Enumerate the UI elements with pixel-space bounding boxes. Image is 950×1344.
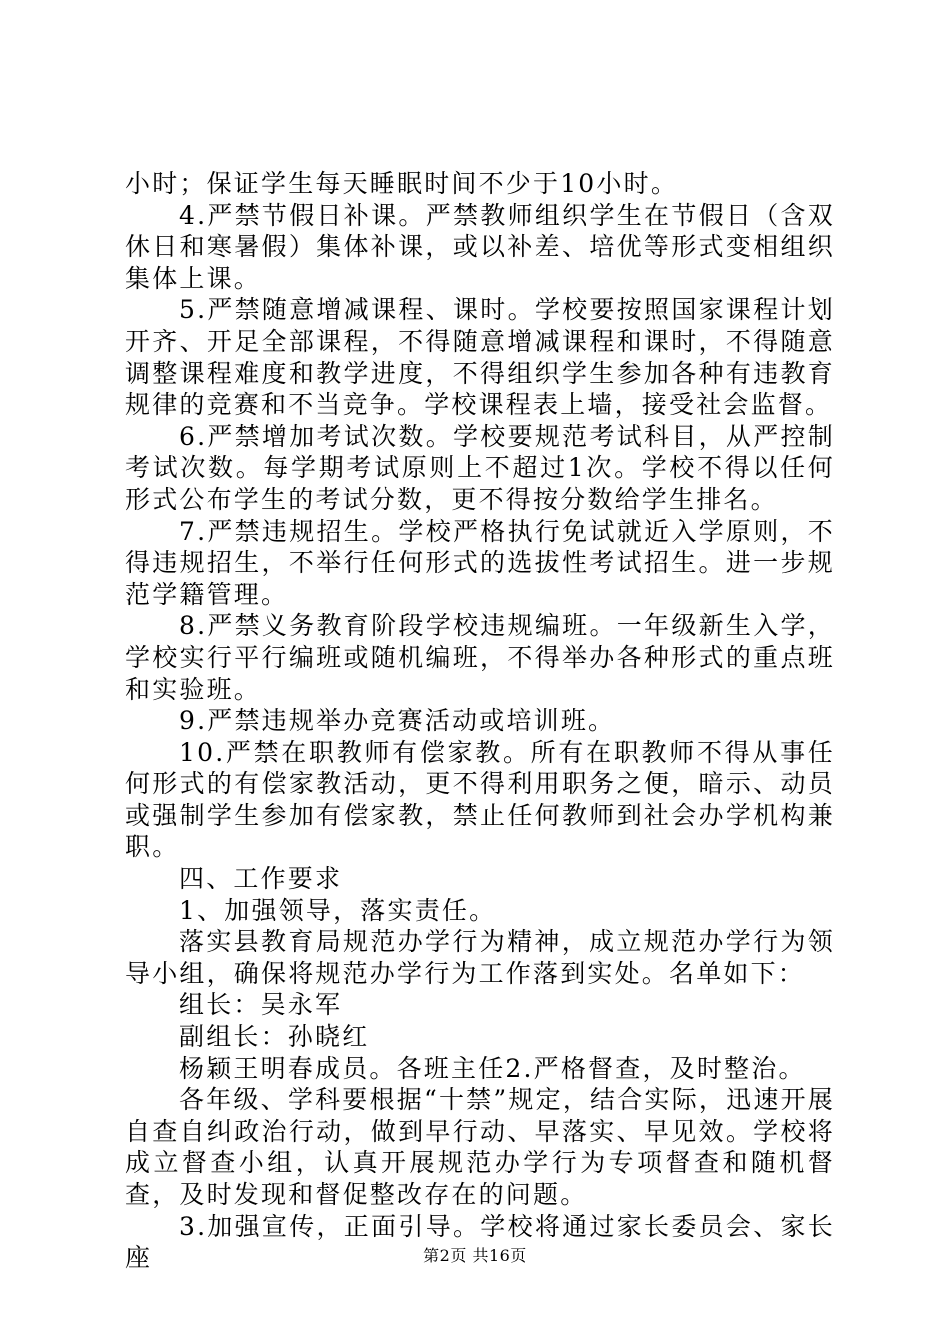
document-body bbox=[125, 168, 835, 1274]
paragraph-rule-7: 7.严禁违规招生。学校严格执行免试就近入学原则，不得违规招生，不举行任何形式的选拔性考试招生。进一步规范学籍管理。 bbox=[125, 516, 835, 609]
section-heading-work-requirements: 四、工作要求 bbox=[179, 864, 343, 894]
paragraph-group-leader: 组长：吴永军 bbox=[179, 990, 343, 1020]
paragraph-sleep-time: 小时；保证学生每天睡眠时间不少于10小时。 bbox=[125, 169, 679, 198]
paragraph-publicity: 3.加强宣传，正面引导。学校将通过家长委员会、家长座 bbox=[125, 1211, 835, 1273]
paragraph-self-inspection: 各年级、学科要根据“十禁”规定，结合实际，迅速开展自查自纠政治行动，做到早行动、早落实、早见效。学校将成立督查小组，认真开展规范办学行为专项督查和随机督查，及时发现和督促整改存在的问题。 bbox=[125, 1085, 835, 1209]
paragraph-deputy-leader: 副组长：孙晓红 bbox=[179, 1022, 370, 1052]
paragraph-rule-5: 5.严禁随意增减课程、课时。学校要按照国家课程计划开齐、开足全部课程，不得随意增减课程和课时，不得随意调整课程难度和教学进度，不得组织学生参加各种有违教育规律的竞赛和不当竞争。学校课程表上墙，接受社会监督。 bbox=[125, 295, 835, 420]
paragraph-leadership-group: 落实县教育局规范办学行为精神，成立规范办学行为领导小组，确保将规范办学行为工作落到实处。名单如下： bbox=[125, 927, 835, 988]
paragraph-rule-8: 8.严禁义务教育阶段学校违规编班。一年级新生入学，学校实行平行编班或随机编班，不得举办各种形式的重点班和实验班。 bbox=[125, 611, 835, 704]
paragraph-rule-9: 9.严禁违规举办竞赛活动或培训班。 bbox=[179, 706, 616, 736]
paragraph-rule-4: 4.严禁节假日补课。严禁教师组织学生在节假日（含双休日和寒暑假）集体补课，或以补差、培优等形式变相组织集体上课。 bbox=[125, 200, 835, 293]
paragraph-rule-6: 6.严禁增加考试次数。学校要规范考试科目，从严控制考试次数。每学期考试原则上不超过1次。学校不得以任何形式公布学生的考试分数，更不得按分数给学生排名。 bbox=[125, 421, 835, 514]
paragraph-rule-10: 10.严禁在职教师有偿家教。所有在职教师不得从事任何形式的有偿家教活动，更不得利用职务之便，暗示、动员或强制学生参加有偿家教，禁止任何教师到社会办学机构兼职。 bbox=[125, 737, 835, 862]
page-number-footer: 第2页 共16页 bbox=[423, 1246, 527, 1265]
paragraph-members: 杨颖王明春成员。各班主任2.严格督查，及时整治。 bbox=[179, 1053, 806, 1083]
subheading-leadership: 1、加强领导，落实责任。 bbox=[179, 895, 497, 925]
